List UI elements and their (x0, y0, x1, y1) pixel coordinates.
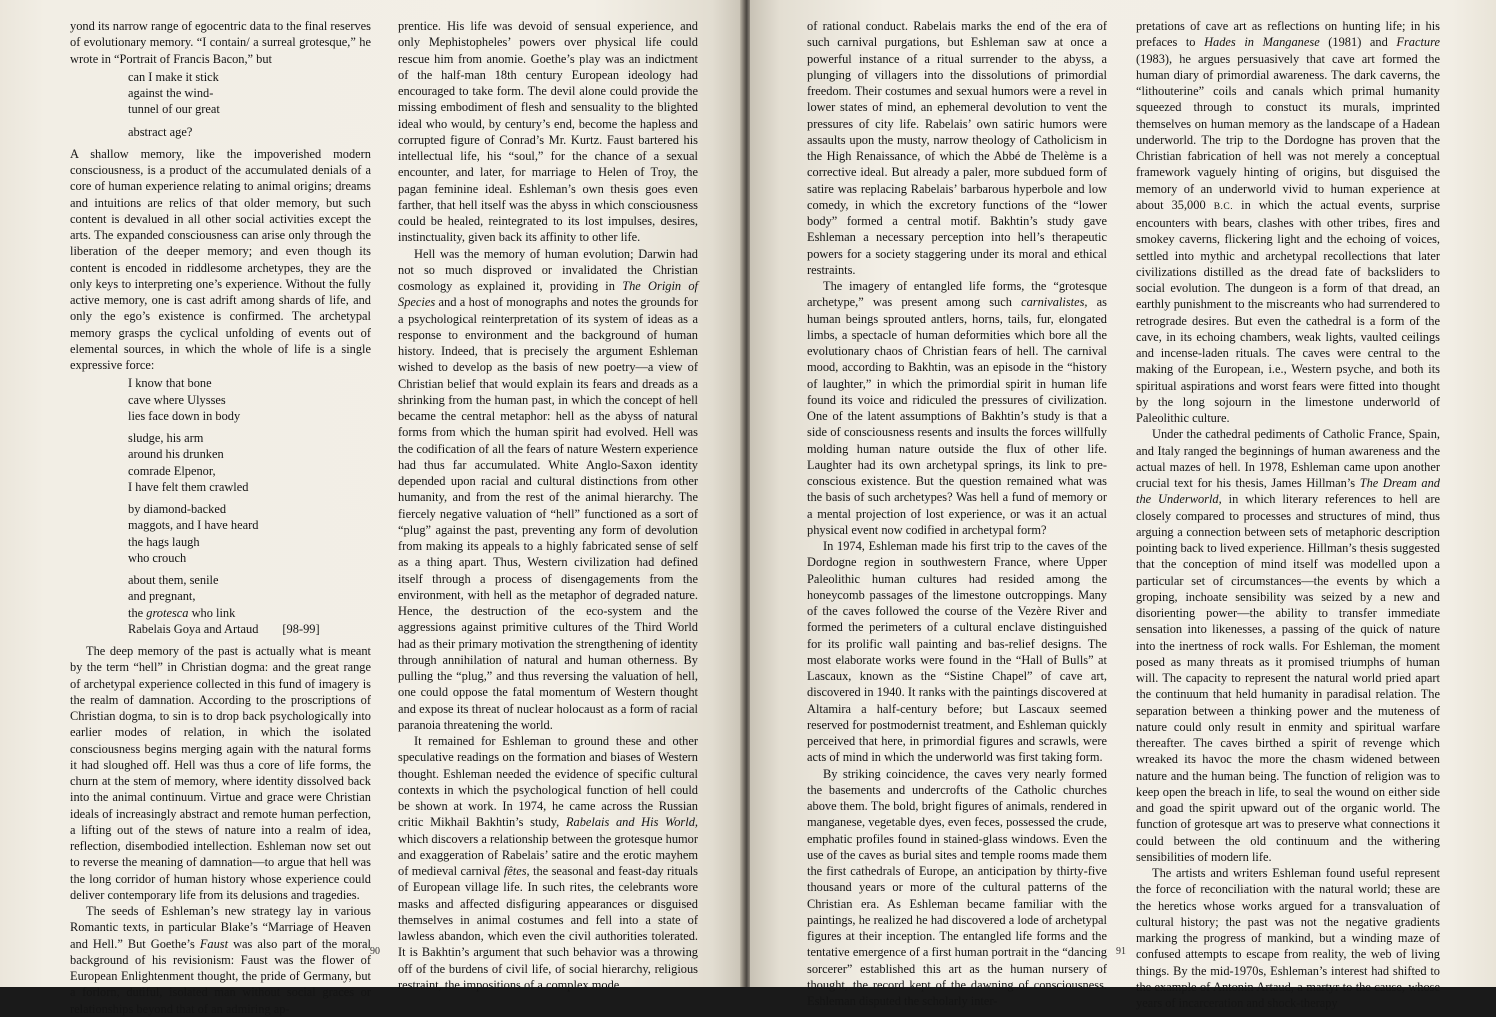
paragraph-text: Under the cathedral pediments of Catholic France, Spain, and Italy ranged the beginnings of human awareness and the actual mazes of hell. In 1978, Eshleman came upon another crucial text for his thesis, James Hillman’s (1136, 427, 1440, 490)
paragraph-text: The seeds of Eshleman’s new strategy lay in various Romantic texts, in particular Blake’s “Marriage of Heaven and Hell.” But Goethe’s (70, 904, 371, 951)
small-caps-era: B.C. (1213, 201, 1234, 212)
poem-line: sludge, his arm (128, 431, 204, 445)
left-page-column-2 (398, 18, 698, 993)
left-page (0, 0, 742, 1016)
poem-line: I have felt them crawled (128, 479, 249, 494)
paragraph: The artists and writers Eshleman found useful represent the force of reconciliation with the natural world; these are the heretics whose works argued for a transvaluation of cultural history; the past was not the negative gradients marking the progress of mankind, but a winding maze of confused attempts to escape from reality, the web of living things. By the mid-1970s, Eshleman’s interest had shifted to the example of Antonin Artaud, a martyr to the cause, whose years of incarceration and shock-therapy (1136, 866, 1440, 1010)
paragraph-text: The imagery of entangled life forms, the “grotesque archetype,” was present among such (807, 279, 1107, 310)
paragraph: By striking coincidence, the caves very nearly formed the basements and undercrofts of the Catholic churches above them. The bold, bright figures of animals, rendered in manganese, vegetable dyes, even feces, possessed the crude, emphatic profiles found in stained-glass windows. Even the use of the caves as burial sites and temple rooms made them the first cathedrals of Europe, an anticipation by thirty-five thousand years or more of the cultural patterns of the Christian era. As Eshleman became familiar with the paintings, he realized he had discovered a lode of archetypal figures at their inception. The entangled life forms and the tentative emergence of a first human portrait in the “dancing sorcerer” established this art as the human nursery of thought, the record kept of the dawning of consciousness. Eshleman disputed the scholarly inter- (807, 766, 1107, 1008)
right-page-column-1 (807, 18, 1107, 1009)
italic-title: The Dream and the Underworld, (1136, 476, 1440, 507)
paragraph (398, 246, 698, 734)
italic-title: Rabelais and His World, (565, 815, 698, 830)
poem-line: abstract age? (128, 124, 193, 139)
italic-title: The Origin of Species (398, 279, 698, 310)
poem-line (128, 605, 371, 621)
paragraph-text: the seasonal and feast-day rituals of European village life. In such rites, the celebrants wore masks and affected disfiguring appearances or disguised themselves in animal costumes and fell into a state of lawless abandon, which even the civil authorities tolerated. It is Bakhtin’s argument that such behavior was a throwing off of the burdens of civil life, of social hierarchy, religious restraint, the impositions of a complex mode (398, 864, 698, 992)
poem-line: around his drunken (128, 447, 224, 462)
poem-line: about them, senile (128, 573, 219, 587)
page-number: 91 (1116, 946, 1126, 957)
paragraph-text: in which the actual events, surprise encounters with bears, clashes with other tribes, fires and smokey caverns, flickering light and the echoing of voices, settled into mythic and archetypal recollections that later civilizations distilled as the dread fate of backsliders to social evolution. The dungeon is a form of that dread, an earthly punishment to the miscreants who had surrendered to retrograde desires. But even the cathedral is a form of the cave, in its echoing chambers, weak lights, vaulted ceilings and incense-laden rituals. The caves were central to the making of the European, i.e., Western psyche, and both its spiritual aspirations and worst fears were fitted into thought by the long sojourn in the limestone underworld of Paleolithic culture. (1136, 197, 1440, 425)
italic-term: fêtes, (503, 864, 530, 878)
paragraph-text: and a host of monographs and notes the grounds for a psychological reinterpretation of its system of ideas as a response to environment and the background of human history. Indeed, that is precisely the argument Eshleman wished to develop as the basis of new poetry—a view of Christian belief that would explain its fears and dreads as a shrinking from the human past, in which the concept of hell became the central metaphor: hell as the abyss of natural forms from which the human spirit had evolved. Hell was the codification of all the fears of nature Western experience had thus far accumulated. White Anglo-Saxon identity depended upon racial and cultural distinctions from other humanity, and from the rest of the animal hierarchy. The fiercely negative valuation of “hell” functioned as a sort of “plug” against the past, preventing any form of devolution from making its appeals to a highly fabricated sense of self as a thing apart. Thus, Western civilization had defined itself through a process of disengagements from the environment, with hell as the metaphor of degraded nature. Hence, the destruction of the eco-system and the aggressions against primitive cultures of the Third World had as their primary motivation the strengthening of identity through annihilation of natural and human otherness. By pulling the “plug,” and thus reversing the valuation of hell, one could oppose the fatal momentum of Western thought and expose its threat of nuclear holocaust as a form of racial paranoia threatening the world. (398, 295, 698, 732)
poem-line: lies face down in body (128, 408, 241, 423)
paragraph (398, 733, 698, 993)
paragraph: The deep memory of the past is actually what is meant by the term “hell” in Christian dogma: and the great range of archetypal experience collected in this fund of imagery is the realm of damnation. According to the proscriptions of Christian dogma, to sin is to drop back psychologically into earlier modes of relation, in which the isolated consciousness begins merging again with the natural forms it had sloughed off. Hell was thus a core of life forms, the churn at the stem of memory, where identity dissolved back into the animal continuum. Virtue and grace were Christian ideals of increasingly abstract and remote human perfection, a lifting out of the stews of nature into a realm of idea, reflection, disembodied intellection. Eshleman now set out to reverse the meaning of damnation—to argue that hell was the long corridor of human history whose experience could deliver contemporary life from its delusions and tragedies. (70, 644, 371, 902)
poem-line: tunnel of our great (128, 102, 220, 117)
paragraph-text: It remained for Eshleman to ground these and other speculative readings on the formation and biases of Western thought. Eshleman needed the evidence of specific cultural contexts in which the psychological function of hell could be shown at work. In 1974, he came across the Russian critic Mikhail Bakhtin’s study, (398, 734, 698, 830)
poem-stanza (128, 124, 371, 140)
poem-text: who link (188, 605, 236, 620)
right-page-column-2 (1136, 18, 1440, 1011)
poem-line: can I make it stick (128, 69, 219, 84)
italic-term: carnivalistes, (1021, 295, 1088, 310)
paragraph-text: (1983), he argues persuasively that cave art formed the human diary of primordial awareness. The dark caverns, the “lithouterine” coils and canals which primal humanity squeezed through to constuct its murals, imprinted themselves on human memory as the landscape of a Hadean underworld. The trip to the Dordogne has proven that the Christian fabrication of hell was not merely a conceptual framework vaguely hinting of origins, but disguised the memory of an underworld vivid to human experience at about 35,000 (1136, 51, 1440, 212)
paragraph: In 1974, Eshleman made his first trip to the caves of the Dordogne region in southwestern France, where Upper Paleolithic human cultures had resided among the honeycomb passages of the limestone outcroppings. Many of the caves followed the course of the Vezère River and formed the perimeters of a cultural enclave distinguished for its prolific wall painting and bas-relief designs. The most elaborate works were found in the “Hall of Bulls” at Lascaux, known as the “Sistine Chapel” of cave art, discovered in 1940. It ranks with the paintings discovered at Altamira a half-century before; but Lascaux seemed reserved for postmodernist treatment, and Eshleman quickly perceived that here, in primordial figures and scrawls, were acts of mind in which the underworld was first taking form. (807, 539, 1107, 765)
paragraph-text: which discovers a relationship between the grotesque humor and exaggeration of Rabelais’ satire and the erotic mayhem of medieval carnival (398, 831, 698, 878)
paragraph (807, 278, 1107, 538)
poem-text: the (128, 605, 147, 620)
paragraph-text: in which literary references to hell are closely compared to processes and structures of mind, thus arguing a connection between sets of metaphoric description pointing back to lived experience. Hillman’s thesis suggested that the conception of mind itself was modelled upon a particular set of circumstances—the events by which a groping, inchoate sensibility was seized by a new and disorienting power—the ability to transfer immediate sensation into likenesses, a passing of the quick of nature into the inertness of rock walls. For Eshleman, the moment posed as many threats as it promised triumphs of human will. The capacity to represent the natural world pried apart the continuum that held humanity in paradisal relation. The separation between a thinking power and the muteness of nature could only result in enmity and spiritual warfare thereafter. The caves birthed a spirit of revenge which wreaked its havoc the more the chasm widened between nature and the human being. The function of religion was to keep open the breach in life, to seal the wound on either side and goad the spirit upward out of the organic world. The function of grotesque art was to preserve what connections it could between the old continuum and the withering sensibilities of modern life. (1136, 492, 1440, 864)
paragraph: yond its narrow range of egocentric data to the final reserves of evolutionary memory. “I contain/ a surreal grotesque,” he wrote in “Portrait of Francis Bacon,” but (70, 19, 371, 66)
page-citation: [98-99] (282, 621, 320, 636)
poem-line: comrade Elpenor, (128, 463, 216, 478)
poem-line (128, 621, 371, 637)
poem-line: by diamond-backed (128, 502, 227, 516)
poem-line: the hags laugh (128, 534, 200, 549)
poem-line: maggots, and I have heard (128, 518, 259, 533)
poem-stanza (128, 501, 371, 566)
paragraph (1136, 18, 1440, 426)
paragraph: of rational conduct. Rabelais marks the end of the era of such carnival purgations, but Eshleman saw at once a powerful instance of a ritual surrender to the abyss, a plunging of villagers into the dissolutions of primordial freedom. Their costumes and sexual humors were a revel in lower states of mind, an ephemeral devolution to vent the pressures of city life. Rabelais’ own satiric humors were assaults upon the musty, narrow theology of Catholicism in the High Renaissance, of which the Abbé de Thelème is a corrective ideal. But already a paler, more subdued form of satire was replacing Rabelais’ barbarous hyperbole and low comedy, in which the excretory functions of the “lower body” formed a central motif. Bakhtin’s study gave Eshleman a necessary perception into hell’s therapeutic powers for a society staggering under its moral and ethical restraints. (807, 19, 1107, 277)
italic-term: grotesca (146, 605, 189, 620)
paragraph-text: (1981) and (1319, 35, 1397, 50)
poem-line: and pregnant, (128, 589, 196, 604)
paragraph-text: was also part of the moral background of his revisionism: Faust was the flower of European Enlightenment thought, the pride of Germany, but a forlorn, dutiful, isolated man without social graces or relationships beyond that of an admiring ap- (70, 936, 371, 1016)
paragraph-text: Hell was the memory of human evolution; Darwin had not so much disproved or invalidated the Christian cosmology as explained it, providing in (398, 246, 698, 293)
poem-text: Rabelais Goya and Artaud (128, 621, 259, 636)
poem-excerpt (70, 375, 371, 637)
poem-line: I know that bone (128, 376, 212, 391)
page-number: 90 (370, 946, 380, 957)
italic-title: Faust (199, 936, 229, 951)
poem-line: against the wind- (128, 86, 214, 100)
left-page-column-1 (70, 18, 371, 1017)
poem-stanza (128, 430, 371, 495)
poem-excerpt (70, 69, 371, 140)
right-page (750, 0, 1496, 1010)
italic-title: Fracture (1396, 35, 1440, 50)
poem-stanza (128, 375, 371, 424)
poem-stanza (128, 69, 371, 118)
paragraph: prentice. His life was devoid of sensual experience, and only Mephistopheles’ powers over physical life could rescue him from anomie. Goethe’s play was an indictment of the half-man 18th century European ideology had encouraged to take form. The devil alone could provide the missing embodiment of flesh and sensuality to the blighted ideal who would, by century’s end, become the hapless and corrupted figure of Conrad’s Mr. Kurtz. Faust bartered his intellectual life, his “soul,” for the chance of a sexual encounter, and later, for marriage to Helen of Troy, the pagan feminine ideal. Eshleman’s own thesis goes even farther, that hell itself was the abyss in which consciousness could be healed, reintegrated to its lost impulses, desires, instinctuality, given back its affinity to other life. (398, 19, 698, 245)
poem-stanza (128, 572, 371, 637)
poem-line: cave where Ulysses (128, 392, 226, 407)
paragraph (70, 903, 371, 1017)
paragraph (1136, 426, 1440, 865)
poem-line: who crouch (128, 550, 187, 565)
italic-title: Hades in Manganese (1204, 35, 1320, 50)
paragraph-text: as human beings sprouted antlers, horns, tails, fur, elongated limbs, a spectacle of human deformities which bore all the evolutionary chaos of Christian fears of hell. The carnival mood, according to Bakhtin, was an episode in the “history of laughter,” in which the primordial spirit in human life found its voice and ridiculed the pressures of civilization. One of the latent assumptions of Bakhtin’s study is that a side of consciousness resents and insults the forces willfully molding human nature outside the flux of other life. Laughter had its own archetypal springs, its link to pre-conscious existence. But the question remained what was the basis of such archetypes? Was hell a fund of memory or a mental projection of lost experience, or was it an actual physical event now codified in archetypal form? (807, 295, 1107, 537)
paragraph: A shallow memory, like the impoverished modern consciousness, is a product of the accumulated denials of a core of human experience relating to animal origins; dreams and intuitions are relics of that older memory, but such content is devalued in all other social activities except the arts. The expanded consciousness can arise only through the liberation of the deeper memory; and even though its content is encoded in riddlesome archetypes, they are the only keys to interpreting one’s experience. Without the fully active memory, one is cast adrift among shards of life, and only the ego’s existence is confirmed. The archetypal memory grasps the cyclical unfolding of events out of elemental sources, in which the whole of life is a single expressive force: (70, 146, 371, 372)
paragraph-text: pretations of cave art as reflections on hunting life; in his prefaces to (1136, 19, 1440, 50)
